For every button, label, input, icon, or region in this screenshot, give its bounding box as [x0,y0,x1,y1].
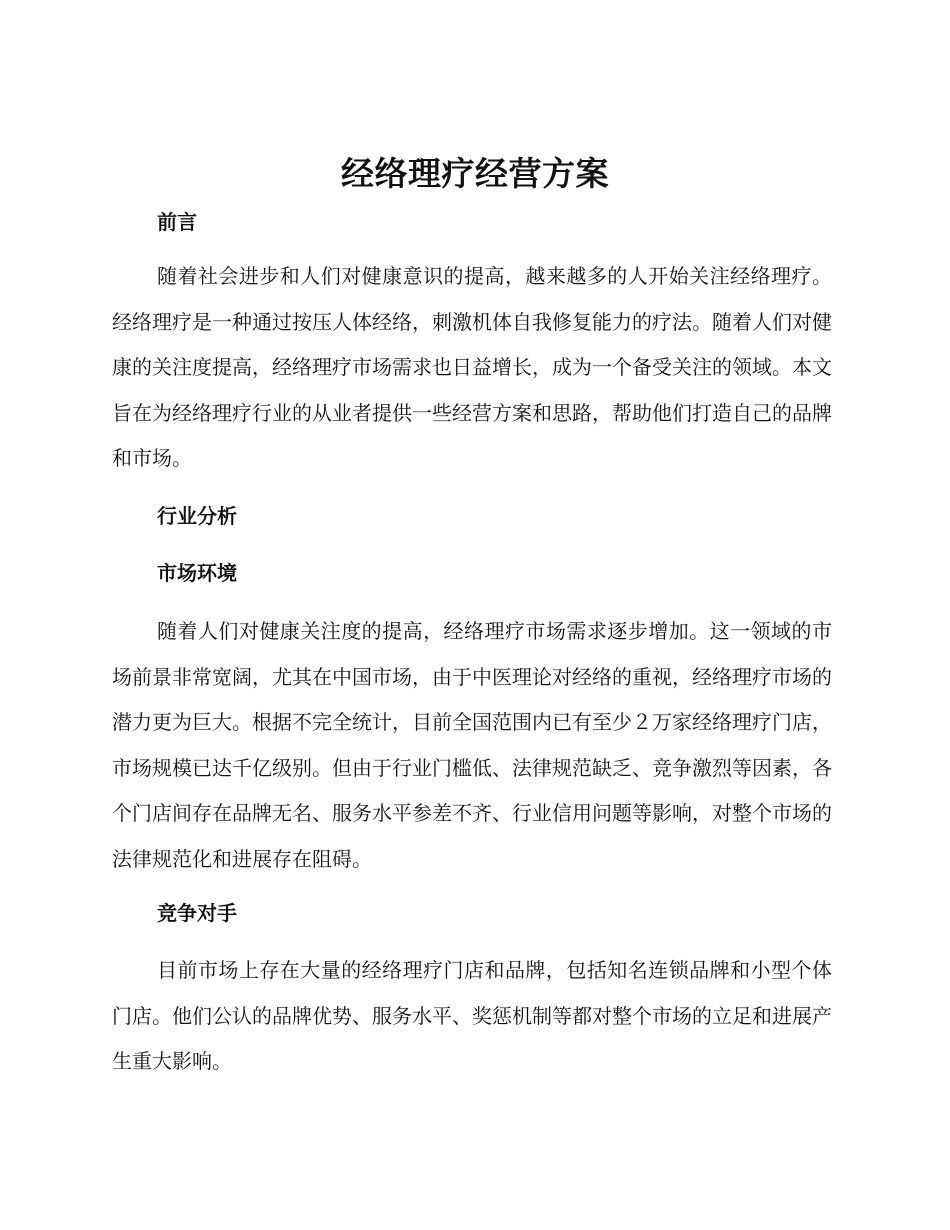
document-title: 经络理疗经营方案 [341,154,609,193]
section-heading-preface: 前言 [157,210,197,234]
section-heading-competitors: 竞争对手 [157,901,237,925]
section-paragraph-preface: 随着社会进步和人们对健康意识的提高，越来越多的人开始关注经络理疗。经络理疗是一种通过按压人体经络，刺激机体自我修复能力的疗法。随着人们对健康的关注度提高，经络理疗市场需求也日益增长，成为一个备受关注的领域。本文旨在为经络理疗行业的从业者提供一些经营方案和思路，帮助他们打造自己的品牌和市场。 [112,264,832,470]
section-heading-industry-analysis: 行业分析 [157,504,237,528]
section-heading-market-environment: 市场环境 [157,561,237,585]
section-paragraph-competitors: 目前市场上存在大量的经络理疗门店和品牌，包括知名连锁品牌和小型个体门店。他们公认的品牌优势、服务水平、奖惩机制等都对整个市场的立足和进展产生重大影响。 [112,958,832,1073]
section-paragraph-market-environment: 随着人们对健康关注度的提高，经络理疗市场需求逐步增加。这一领域的市场前景非常宽阔，尤其在中国市场，由于中医理论对经络的重视，经络理疗市场的潜力更为巨大。根据不完全统计，目前全国范围内已有至少２万家经络理疗门店，市场规模已达千亿级别。但由于行业门槛低、法律规范缺乏、竞争激烈等因素，各个门店间存在品牌无名、服务水平参差不齐、行业信用问题等影响，对整个市场的法律规范化和进展存在阻碍。 [112,619,832,871]
